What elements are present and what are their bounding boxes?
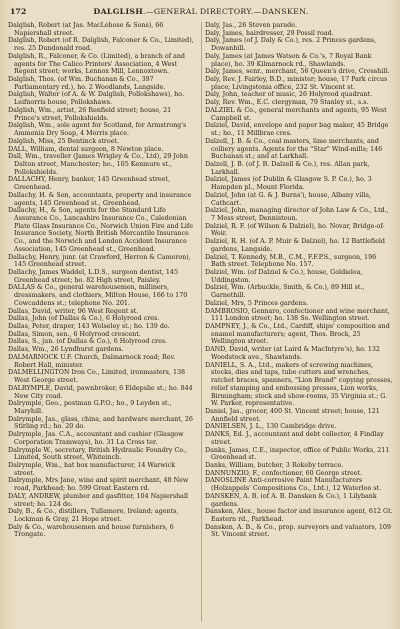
directory-entry: Daly, Rev. Wm., E.C. clergyman, 79 Stanley st., s.s.: [205, 99, 369, 107]
title-dash-1: .—: [143, 7, 154, 16]
column-divider: [201, 22, 202, 622]
directory-entry: Dalrymple, Geo., postman G.P.O.; ho., 9 Leyden st., Maryhill.: [8, 400, 172, 415]
directory-entry: Dallas, Peter, draper, 143 Wolseley st.; ho. 139 do.: [8, 323, 170, 331]
directory-entry: Dalrymple, Mrs Jane, wine and spirit merchant, 48 New road, Parkhead; ho. 599 Great Eastern rd.: [8, 477, 189, 493]
directory-entry: Daly, Jas., 26 Steven parade.: [205, 22, 297, 29]
directory-entry: Dalrymple, Wm., hat box manufacturer, 14 Warwick street.: [8, 461, 176, 477]
running-title: [10, 6, 392, 18]
directory-entry: Dalziel, David, envelope and paper bag maker, 45 Bridge st.; ho., 11 Millbrae cres.: [205, 122, 389, 138]
directory-entry: Dalziel, T. Kennedy, M.B., C.M., F.F.P.S., surgeon, 196 Bath street. Telephone No. 157.: [205, 253, 377, 269]
directory-entry: Daly & Co., warehousemen and house furnishers, 6 Trongate.: [8, 523, 174, 539]
directory-entry: DALZIEL & Co., general merchants and agents, 95 West Campbell st.: [205, 106, 387, 122]
directory-entry: Dalziel, Wm. (of Dalziel & Co.), house, Goldielea, Uddingston.: [205, 269, 363, 284]
directory-entry: Dallachy, H. & Son, accountants, property and insurance agents, 145 Greenhead st., Greenhead.: [8, 191, 192, 207]
title-dash-2: .—: [250, 7, 262, 16]
directory-entry: Dansken, A. B., & Co., prop. surveyors and valuators, 109 St. Vincent street.: [205, 523, 391, 539]
directory-entry: Daly, James, hairdresser, 29 Possil road.: [205, 29, 334, 37]
directory-entry: Dalrymple, Jas., glass, china, and hardware merchant, 26 Stirling rd.; ho. 20 do.: [8, 415, 193, 431]
directory-entry: Daly, James, senr., merchant, 56 Queen's drive, Crosshill.: [205, 68, 390, 76]
directory-entry: Dallachy, Henry, junr. (at Crawford, Herron & Cameron), 145 Greenhead street.: [8, 253, 191, 269]
running-title-right: DANSKEN.: [261, 7, 309, 16]
directory-entry: Dallas, Simon, sen., 6 Holyrood crescent.: [8, 330, 141, 338]
directory-entry: DANIELSEN, J. L., 130 Cambridge drive.: [205, 423, 337, 431]
directory-entry: Dalzell, J. B. (of J. B. Dalzell & Co.), res. Allan park, Larkhall.: [205, 160, 370, 176]
directory-entry: Dansken, Alex., house factor and insurance agent, 612 Gt. Eastern rd., Parkhead.: [205, 508, 393, 523]
directory-entry: Dallas, David, writer, 96 West Regent st.: [8, 307, 139, 315]
directory-entry: DALRYMPLE, David, pawnbroker, 6 Eldерslie st.; ho. 844 New City road.: [8, 384, 193, 400]
directory-entry: Dalrymple W., secretary, British Hydraulic Foundry Co., Limited, South street, Whiteinch.: [8, 446, 188, 462]
directory-entry: DAMPNEY, J., & Co., Ltd., Cardiff, ships' composition and enamel manufacturers; agent, Thos. Brock, 25 Wellington street.: [205, 323, 390, 346]
directory-entry: Dalglish, Robert (of R. Dalglish, Falconer & Co., Limited), res. 25 Dundonald road.: [8, 37, 194, 53]
directory-entry: Dalziel, James (of Dublin & Glasgow S. P. Co.), ho. 3 Hampden pl., Mount Florida.: [205, 176, 372, 192]
directory-entry: Danks, William, butcher, 3 Rokeby terrace.: [205, 461, 344, 469]
directory-entry: Dalglish, Robert (at Jas. MacLehose & Sons), 66 Napiershall street.: [8, 22, 164, 37]
directory-entry: Dalziel, John, managing director of John Law & Co., Ltd., 7 Moss street, Dennistoun.: [205, 207, 389, 222]
directory-entry: Dalglish, Walter (of A. & W. Dalglish, Pollokshaws), ho. Leifnorris house, Pollokshaws.: [8, 91, 184, 107]
directory-entry: DALMARNOCK U.F. Church, Dalmarnock road; Rev. Robert Hall, minister.: [8, 353, 176, 369]
left-column: [8, 22, 196, 624]
directory-entry: Dalziel, R. H. (of A. P. Muir & Dalziel), ho. 12 Battlefield gardens, Langside.: [205, 238, 385, 253]
directory-entry: Dallas, Wm., 26 Lyndhurst gardens.: [8, 346, 124, 354]
directory-entry: Dall, Wm., traveller (James Wrigley & Co., Ltd), 29 John Dalton street, Manchester; ho., 105 Kenmure st., Pollokshields.: [8, 153, 188, 176]
directory-entry: DANIELL, S. A., Ltd., makers of screwing machines, stocks, dies and taps, tube cutters and wrenches, ratchet braces, spanners, "Lion Brand" copying presses, relief stamping and embossing presses, Lion works, Birmingham; stock and show-rooms, 35 Virginia st.; G. W. Parker, representative.: [205, 361, 393, 408]
directory-entry: Dalglish, R., Falconer, & Co. (Limited), a branch of and agents for The Calico Printers' Association, 4 West Regent street; works, Lennox Mill, Lennoxtown.: [8, 52, 185, 76]
directory-entry: DANKS, Ed. J., accountant and debt collector, 4 Findlay street.: [205, 431, 384, 446]
directory-entry: Dalziel, John (at G. & J. Burns'), house, Albany villa, Cathcart.: [205, 191, 372, 207]
right-column: [205, 22, 393, 624]
page-number: 172: [10, 7, 27, 16]
page-header: [10, 6, 392, 18]
directory-entry: Dalglish, Miss, 25 Bentinck street.: [8, 137, 120, 145]
directory-entry: Dallas, John (of Dallas & Co.), 6 Holyrood cres.: [8, 315, 160, 323]
directory-entry: Daly, James (at James Watson & Co.'s, 7 Royal Bank place), ho. 39 Kilmarnock rd., Shawlands.: [205, 52, 372, 68]
directory-entry: Dalziel, Wm. (Arbuckle, Smith, & Co.), 89 Hill st., Garnethill.: [205, 284, 365, 300]
directory-entry: Daly, Rev. J. Fairley, B.D., minister; house, 17 Park circus place; Livingstonia office, 232 St. Vincent st.: [205, 76, 388, 91]
directory-entry: Dalglish, Wm., artist, 26 Renfield street; house, 21 Prince's street, Pollokshields.: [8, 106, 172, 122]
directory-entry: DANOSLINE Anti-corrosive Paint Manufacturers (Holzappels' Compositions Co., Ltd.), 12 Waterloo st.: [205, 477, 382, 493]
directory-entry: DALL, William, dental surgeon, 8 Newton place.: [8, 145, 164, 153]
directory-entry: Danks, James, C.E., inspector, office of Public Works, 211 Greenhead st.: [205, 446, 390, 462]
directory-entry: DANSKEN, A. B. (of A. B. Dansken & Co.), 1 Lilybank gardens.: [205, 492, 377, 508]
directory-entry: Dalziel, R. F. (of Wilson & Dalziel), ho. Novar, Bridge-of-Weir.: [205, 222, 385, 238]
directory-entry: DAND, David, writer (at Laird & MacIntyre's), ho. 132 Woodstock ave., Shawlands.: [205, 346, 380, 361]
directory-entry: Dalziel, Mrs, 5 Princes gardens.: [205, 299, 308, 307]
directory-entry: Dallachy, H., & Son, agents for the Standard Life Assurance Co., Lancashire Insurance Co., Caledonian Plate Glass Insurance Co., Norwich Union Fire and Life Insurance Society, North British Mercantile Insurance Co., and the Norwich and London Accident Insurance Association, 145 Greenhead st., Greenhead.: [8, 207, 193, 253]
directory-entry: DANNUNZIO, F., confectioner, 60 George street.: [205, 469, 363, 477]
directory-entry: Daly, B., & Co., distillers, Tullamore, Ireland; agents, Lockman & Gray, 21 Hope street.: [8, 508, 179, 523]
directory-entry: Dalrymple, Jas. C.A., accountant and cashier (Glasgow Corporation Tramways), ho. 31 La Cross ter.: [8, 431, 184, 446]
directory-entry: Dallas, S., jun. (of Dallas & Co.), 6 Holyrood cres.: [8, 338, 168, 346]
directory-entry: Dallachy, James Waddel, L.D.S., surgeon dentist, 145 Greenhead street; ho. 82 High street, Paisley.: [8, 269, 178, 284]
directory-entry: Dalglish, Thos. (of Wm. Buchanan & Co., 397 Parliamentary rd.), ho. 2 Woodlands, Langside.: [8, 76, 166, 91]
directory-entry: DAMBROSIO, Gennaro, confectioner and wine merchant, 111 London street; ho. 138 So. Wellington street.: [205, 307, 390, 323]
directory-entry: Daniel, Jas., grocer, 400 St. Vincent street; house, 121 Annfield street.: [205, 407, 380, 423]
running-title-left: DALGLISH: [93, 7, 143, 16]
running-title-mid: GENERAL DIRECTORY: [153, 7, 251, 16]
directory-entry: DALLAS & Co., general warehousemen, milliners, dressmakers, and clothiers, Milton House, 166 to 170 Cowcaddens st.; telephone No. 201.: [8, 284, 188, 307]
directory-entry: DALMELLINGTON Iron Co., Limited, ironmasters, 138 West George street.: [8, 369, 186, 385]
directory-entry: Daly, James (of J. Daly & Co.), res. 2 Princes gardens, Dowanhill.: [205, 37, 377, 53]
directory-entry: Dalglish, Wm., sole agent for Scotland, for Armstrong's Ammonia Dry Soap, 4 Morris place.: [8, 122, 187, 138]
directory-entry: Daly, John, teacher of music, 26 Holyrood quadrant.: [205, 91, 373, 99]
directory-entry: Dalzell, J. B. & Co., coal masters, lime merchants, and colliery agents. Agents for the "Star" Wind-mills; 146 Buchanan st.; and at Larkhall.: [205, 137, 383, 161]
directory-entry: DALLACHY, Henry, banker, 145 Greenhead street, Greenhead.: [8, 176, 170, 192]
directory-entry: DALY, ANDREW, plumber and gasfitter, 104 Napiershall street; ho. 124 do.: [8, 492, 189, 508]
